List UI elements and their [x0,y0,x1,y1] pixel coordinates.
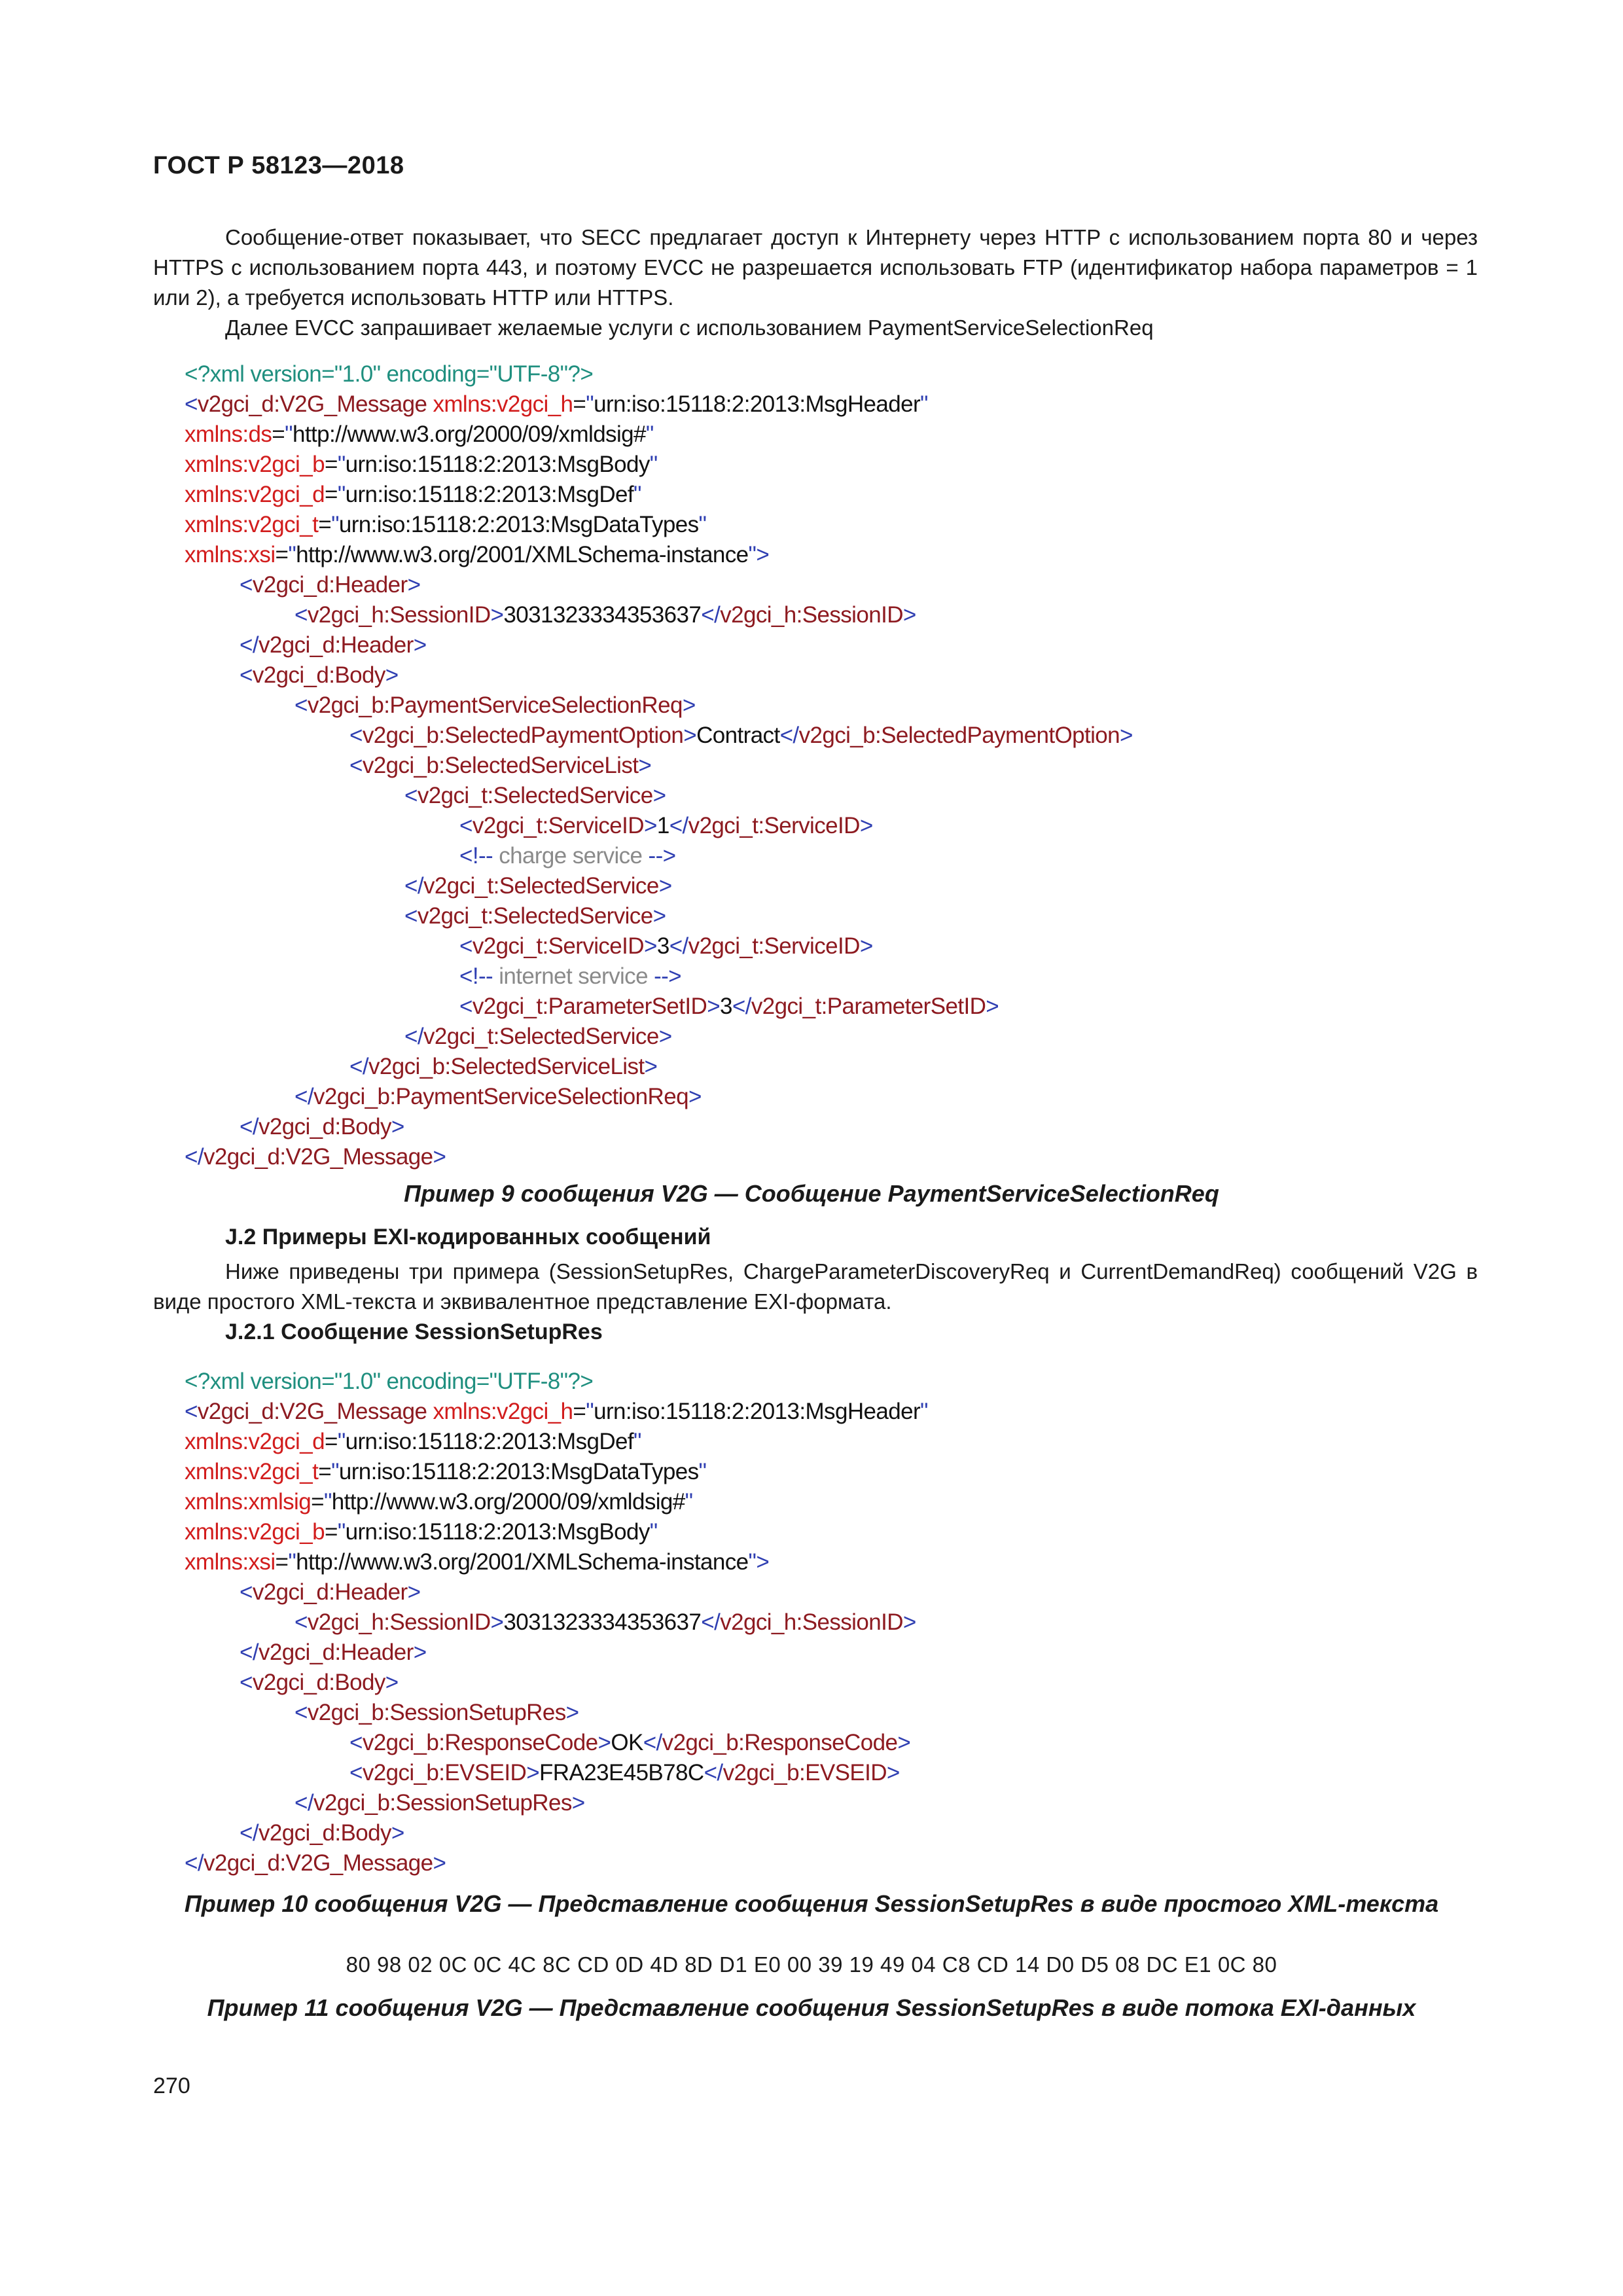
code-line [185,1848,928,1878]
code-token-tag: v2gci_d:V2G_Message [197,391,433,417]
code-line [185,1517,928,1547]
code-token-tag: v2gci_b:PaymentServiceSelectionReq [307,692,683,718]
code-line [185,1022,1133,1052]
code-token-br: < [349,1760,363,1785]
code-line [185,1457,928,1487]
code-token-an: xmlns:ds [185,422,272,447]
code-token-txt: 3 [656,933,669,959]
code-token-br: < [240,1670,253,1695]
code-token-an: xmlns:xsi [185,542,276,567]
code-line [185,961,1133,992]
code-token-tag: v2gci_t:ParameterSetID [472,994,707,1019]
code-token-br: > [413,1640,427,1665]
code-token-tag: v2gci_b:SessionSetupRes [313,1790,572,1816]
section-heading-j2: J.2 Примеры EXI-кодированных сообщений [225,1225,711,1249]
code-token-br: </ [294,1084,313,1109]
code-line [185,1427,928,1457]
code-token-txt: FRA23E45B78C [539,1760,704,1785]
code-line [185,510,1133,540]
code-token-br: > [682,692,696,718]
code-line [185,1607,928,1638]
code-token-an: xmlns:v2gci_d [185,1429,325,1454]
code-token-an: xmlns:v2gci_b [185,452,325,477]
code-token-br: < [185,1399,198,1424]
code-token-br: > [658,1024,672,1049]
code-token-br: </ [779,723,799,748]
code-token-tag: v2gci_h:SessionID [307,602,491,628]
code-token-br: </ [643,1730,662,1755]
exi-hex-stream: 80 98 02 0C 0C 4C 8C CD 0D 4D 8D D1 E0 00 39 19 49 04 C8 CD 14 D0 D5 08 DC E1 0C 80 [346,1952,1277,1977]
code-token-br: > [658,873,672,899]
code-token-q: " [633,482,641,507]
code-token-tag: v2gci_d:Body [258,1820,391,1846]
example-10-caption: Пример 10 сообщения V2G — Представление сообщения SessionSetupRes в виде простого XML-текста [184,1890,1439,1917]
code-token-q: " [331,512,339,537]
code-line [185,570,1133,600]
code-token-q: " [285,422,293,447]
code-line [185,600,1133,630]
code-token-tag: v2gci_h:SessionID [720,602,903,628]
code-token-br: </ [701,602,721,628]
code-token-br: > [526,1760,540,1785]
code-token-q: " [748,542,757,567]
code-token-br: < [294,692,308,718]
section-heading-j21: J.2.1 Сообщение SessionSetupRes [225,1319,603,1344]
code-token-eq: = [272,422,285,447]
code-line [185,992,1133,1022]
code-token-tag: v2gci_b:PaymentServiceSelectionReq [313,1084,688,1109]
code-token-eq: = [573,391,586,417]
code-token-eq: = [324,1429,338,1454]
code-token-q: " [649,1519,658,1545]
code-token-tag: v2gci_t:ServiceID [688,813,860,838]
code-token-br: > [902,602,916,628]
code-token-br: > [652,903,666,929]
code-token-an: xmlns:xmlsig [185,1489,312,1515]
code-token-br: < [294,1609,308,1635]
code-line [185,660,1133,691]
code-token-br: > [565,1700,579,1725]
code-token-q: " [337,452,346,477]
code-token-eq: = [324,482,338,507]
code-token-q: " [586,391,594,417]
code-line [185,691,1133,721]
code-line [185,721,1133,751]
code-token-txt: Contract [696,723,780,748]
code-token-val: http://www.w3.org/2001/XMLSchema-instance [296,542,749,567]
code-token-q: " [337,1519,346,1545]
code-token-val: urn:iso:15118:2:2013:MsgHeader [594,1399,921,1424]
code-token-br: > [756,1549,770,1575]
code-line [185,1397,928,1427]
code-token-br: > [644,1054,658,1079]
code-token-an: xmlns:v2gci_t [185,1459,319,1484]
code-line [185,1142,1133,1172]
code-token-tag: v2gci_b:SelectedServiceList [368,1054,645,1079]
code-token-br: > [897,1730,911,1755]
code-token-br: > [1119,723,1133,748]
code-token-br: < [240,572,253,598]
code-token-br: < [349,1730,363,1755]
code-token-br: > [597,1730,611,1755]
code-token-q: " [337,1429,346,1454]
code-token-decl: <?xml version="1.0" encoding="UTF-8"?> [185,361,594,387]
code-token-tag: v2gci_d:Body [252,1670,385,1695]
intro-paragraph: Сообщение-ответ показывает, что SECC предлагает доступ к Интернету через HTTP с использованием порта 80 и через HTTPS с использованием порта 443, и поэтому EVCC не разрешается использовать FTP (идентификатор набора параметров = 1 или 2), а требуется использовать HTTP или HTTPS. [153,225,1478,310]
code-line [185,389,1133,420]
code-token-eq: = [573,1399,586,1424]
code-line [185,871,1133,901]
code-token-br: --> [648,843,676,869]
code-line [185,1638,928,1668]
code-token-br: </ [669,933,688,959]
code-token-eq: = [324,452,338,477]
code-token-tag: v2gci_d:Header [252,572,408,598]
code-token-tag: v2gci_b:SelectedPaymentOption [798,723,1120,748]
code-line [185,1082,1133,1112]
code-token-eq: = [318,1459,332,1484]
code-token-q: " [685,1489,693,1515]
code-token-q: " [920,391,928,417]
code-token-txt: 3 [720,994,732,1019]
code-token-br: </ [669,813,688,838]
document-header: ГОСТ Р 58123—2018 [153,152,404,179]
code-line [185,1818,928,1848]
code-token-tag: v2gci_d:Header [258,1640,414,1665]
code-token-q: " [645,422,654,447]
code-token-br: </ [701,1609,721,1635]
section-j2-paragraph: Ниже приведены три примера (SessionSetupRes, ChargeParameterDiscoveryReq и CurrentDemandReq) сообщений V2G в виде простого XML-текста и эквивалентное представление EXI-формата. [153,1259,1478,1314]
code-line [185,359,1133,389]
code-line [185,781,1133,811]
code-token-br: < [294,602,308,628]
code-token-tag: v2gci_d:Header [258,632,414,658]
code-token-txt: 3031323334353637 [503,1609,702,1635]
code-line [185,751,1133,781]
code-token-br: </ [240,1820,259,1846]
code-line [185,1788,928,1818]
code-token-q: " [748,1549,757,1575]
code-token-tag: v2gci_b:SelectedServiceList [362,753,639,778]
code-token-br: > [902,1609,916,1635]
code-token-br: < [349,753,363,778]
code-line [185,540,1133,570]
code-token-cm: charge service [499,843,649,869]
code-token-br: </ [240,632,259,658]
code-line [185,1577,928,1607]
code-token-br: > [407,1579,421,1605]
code-token-tag: v2gci_t:ServiceID [472,813,644,838]
code-line [185,450,1133,480]
code-token-tag: v2gci_d:V2G_Message [203,1850,433,1876]
code-token-q: " [323,1489,332,1515]
code-token-br: </ [185,1144,204,1170]
code-token-br: > [407,572,421,598]
code-token-q: " [288,1549,296,1575]
code-token-q: " [698,1459,707,1484]
code-line [185,1052,1133,1082]
code-token-val: http://www.w3.org/2000/09/xmldsig# [292,422,646,447]
code-token-an: xmlns:xsi [185,1549,276,1575]
code-token-br: > [683,723,697,748]
code-token-q: " [337,482,346,507]
code-token-an: xmlns:v2gci_t [185,512,319,537]
code-token-tag: v2gci_t:SelectedService [417,783,653,808]
code-token-br: < [404,783,418,808]
code-token-br: </ [404,1024,423,1049]
code-line [185,1367,928,1397]
code-token-br: < [459,933,473,959]
code-token-br: > [652,783,666,808]
code-token-val: urn:iso:15118:2:2013:MsgDef [345,1429,634,1454]
code-token-br: > [413,632,427,658]
code-token-val: urn:iso:15118:2:2013:MsgBody [345,452,650,477]
code-token-val: urn:iso:15118:2:2013:MsgHeader [594,391,921,417]
code-token-br: > [688,1084,702,1109]
code-token-q: " [586,1399,594,1424]
code-token-an: xmlns:v2gci_d [185,482,325,507]
code-token-br: </ [732,994,751,1019]
code-token-cm: internet service [499,963,654,989]
code-token-br: > [391,1114,404,1139]
code-token-val: urn:iso:15118:2:2013:MsgDef [345,482,634,507]
code-line [185,1698,928,1728]
code-line [185,1547,928,1577]
code-token-br: < [294,1700,308,1725]
code-line [185,630,1133,660]
code-token-tag: v2gci_d:Header [252,1579,408,1605]
code-token-br: </ [349,1054,368,1079]
code-token-val: urn:iso:15118:2:2013:MsgBody [345,1519,650,1545]
code-token-br: > [756,542,770,567]
code-token-br: </ [240,1640,259,1665]
code-line [185,931,1133,961]
code-token-txt: 1 [656,813,669,838]
code-token-eq: = [275,542,289,567]
code-token-br: > [385,662,399,688]
code-token-br: < [459,813,473,838]
code-token-q: " [331,1459,339,1484]
code-token-tag: v2gci_t:ServiceID [472,933,644,959]
page-number: 270 [153,2073,190,2098]
code-token-tag: v2gci_t:SelectedService [423,873,659,899]
code-token-tag: v2gci_d:V2G_Message [203,1144,433,1170]
code-token-br: > [490,602,504,628]
code-token-br: > [707,994,721,1019]
code-token-val: urn:iso:15118:2:2013:MsgDataTypes [338,512,699,537]
code-line [185,841,1133,871]
code-token-tag: v2gci_t:ServiceID [688,933,860,959]
code-token-tag: v2gci_d:Body [252,662,385,688]
code-token-eq: = [275,1549,289,1575]
code-token-br: > [859,813,873,838]
code-token-txt: OK [611,1730,643,1755]
code-token-tag: v2gci_d:V2G_Message [197,1399,433,1424]
code-token-tag: v2gci_b:ResponseCode [362,1730,598,1755]
code-token-br: <!-- [459,843,499,869]
code-token-br: > [433,1144,446,1170]
code-token-tag: v2gci_b:EVSEID [362,1760,527,1785]
xml-code-block-example-9 [185,359,1133,1172]
code-token-tag: v2gci_b:ResponseCode [662,1730,898,1755]
code-line [185,480,1133,510]
code-token-br: > [986,994,999,1019]
code-line [185,901,1133,931]
code-token-br: < [185,391,198,417]
code-token-br: > [391,1820,404,1846]
code-token-val: http://www.w3.org/2000/09/xmldsig# [331,1489,685,1515]
code-token-val: http://www.w3.org/2001/XMLSchema-instance [296,1549,749,1575]
code-token-tag: v2gci_h:SessionID [307,1609,491,1635]
code-token-br: > [643,933,657,959]
code-token-br: </ [185,1850,204,1876]
code-token-br: > [571,1790,585,1816]
code-line [185,811,1133,841]
code-token-br: <!-- [459,963,499,989]
code-token-tag: v2gci_t:SelectedService [423,1024,659,1049]
code-token-an: xmlns:v2gci_h [433,1399,573,1424]
code-token-decl: <?xml version="1.0" encoding="UTF-8"?> [185,1369,594,1394]
code-token-br: </ [404,873,423,899]
code-token-br: </ [294,1790,313,1816]
code-token-txt: 3031323334353637 [503,602,702,628]
code-token-br: > [886,1760,900,1785]
code-token-val: urn:iso:15118:2:2013:MsgDataTypes [338,1459,699,1484]
code-token-eq: = [311,1489,324,1515]
code-token-q: " [649,452,658,477]
code-token-tag: v2gci_b:SessionSetupRes [307,1700,566,1725]
example-9-caption: Пример 9 сообщения V2G — Сообщение PaymentServiceSelectionReq [404,1180,1219,1207]
code-token-q: " [920,1399,928,1424]
code-token-eq: = [324,1519,338,1545]
code-token-br: </ [240,1114,259,1139]
code-token-tag: v2gci_h:SessionID [720,1609,903,1635]
code-line [185,1487,928,1517]
code-token-tag: v2gci_t:SelectedService [417,903,653,929]
code-token-br: < [459,994,473,1019]
code-token-br: < [240,1579,253,1605]
code-token-q: " [633,1429,641,1454]
code-line [185,1728,928,1758]
code-token-eq: = [318,512,332,537]
code-line [185,1112,1133,1142]
code-line [185,1758,928,1788]
code-token-br: > [643,813,657,838]
code-token-br: </ [704,1760,723,1785]
code-line [185,1668,928,1698]
code-token-br: > [638,753,652,778]
code-token-an: xmlns:v2gci_h [433,391,573,417]
code-token-tag: v2gci_t:ParameterSetID [751,994,986,1019]
xml-code-block-example-10 [185,1367,928,1878]
code-token-br: > [385,1670,399,1695]
intro-paragraph-2: Далее EVCC запрашивает желаемые услуги с использованием PaymentServiceSelectionReq [225,315,1154,340]
example-11-caption: Пример 11 сообщения V2G — Представление сообщения SessionSetupRes в виде потока EXI-данных [207,1994,1416,2021]
code-token-br: < [240,662,253,688]
code-token-tag: v2gci_b:SelectedPaymentOption [362,723,684,748]
code-token-br: > [433,1850,446,1876]
code-token-tag: v2gci_b:EVSEID [722,1760,887,1785]
code-token-q: " [288,542,296,567]
code-token-br: < [349,723,363,748]
code-token-an: xmlns:v2gci_b [185,1519,325,1545]
code-token-br: > [490,1609,504,1635]
code-line [185,420,1133,450]
code-token-br: > [859,933,873,959]
code-token-q: " [698,512,707,537]
code-token-tag: v2gci_d:Body [258,1114,391,1139]
code-token-br: < [404,903,418,929]
code-token-br: --> [654,963,682,989]
